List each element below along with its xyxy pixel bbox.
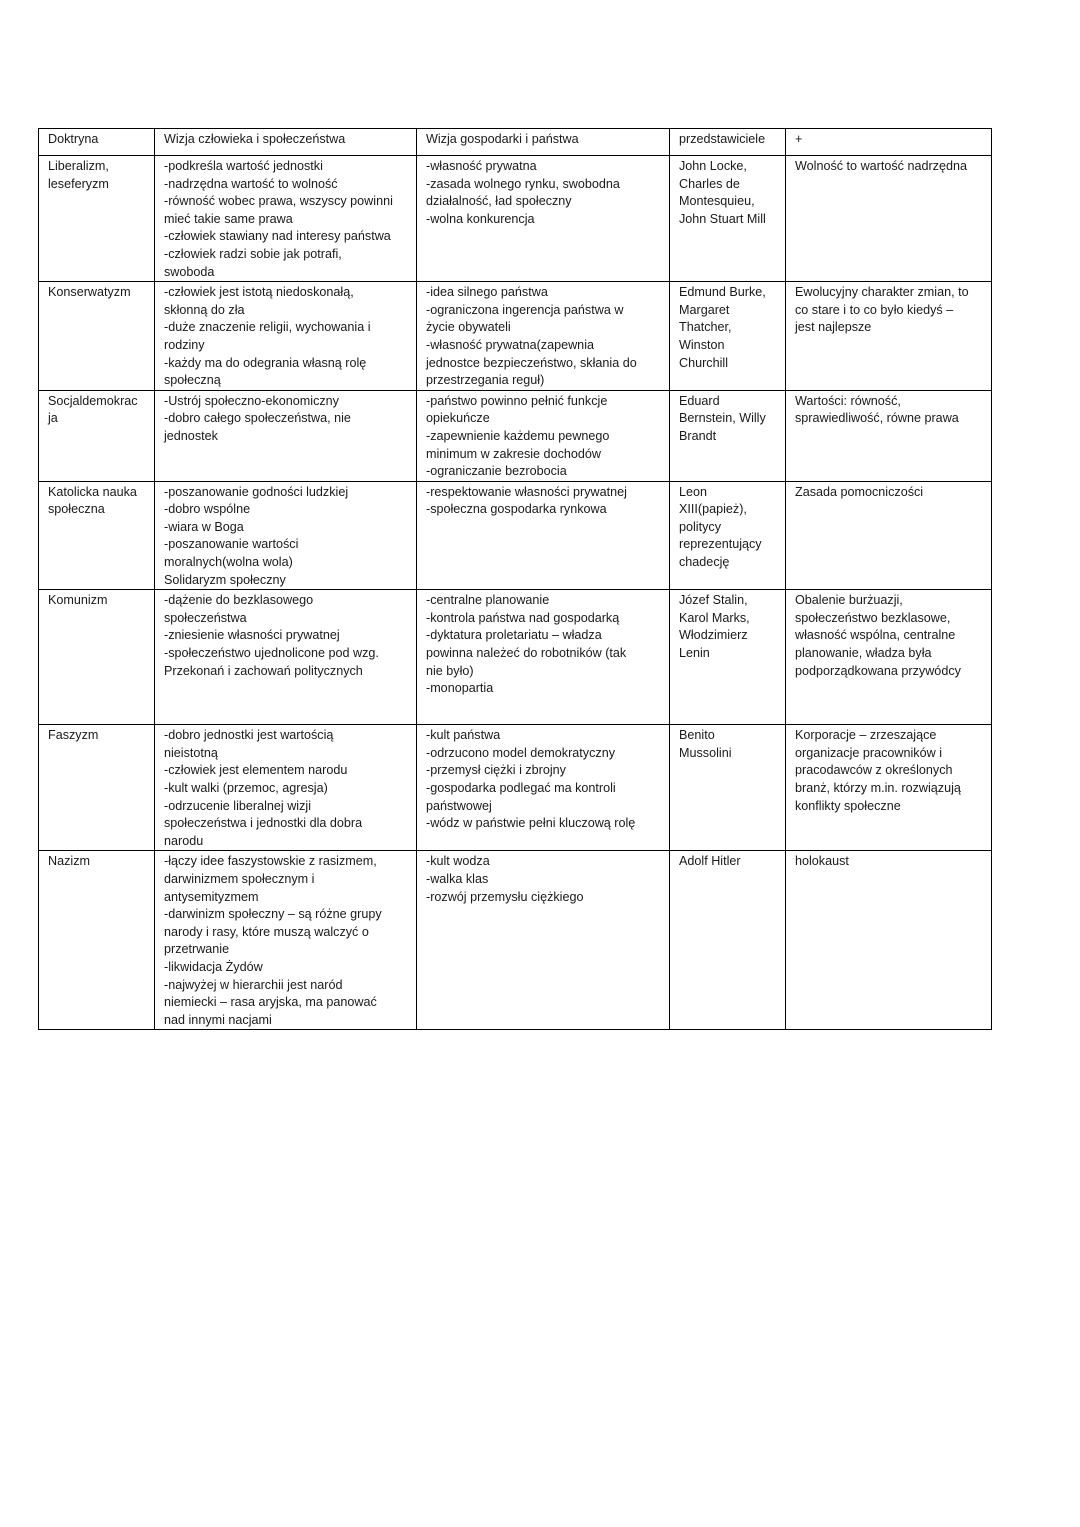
cell-economy-vision: -własność prywatna -zasada wolnego rynku, swobodna działalność, ład społeczny -wolna konkurencja — [417, 156, 670, 282]
header-cell-plus: + — [786, 129, 992, 156]
table-header-row — [39, 129, 992, 156]
table-row — [39, 481, 992, 590]
cell-doctrine: Komunizm — [39, 590, 155, 725]
header-cell-human-vision: Wizja człowieka i społeczeństwa — [155, 129, 417, 156]
cell-plus: Wolność to wartość nadrzędna — [786, 156, 992, 282]
cell-doctrine: Nazizm — [39, 851, 155, 1030]
cell-economy-vision: -idea silnego państwa -ograniczona ingerencja państwa w życie obywateli -własność prywatna(zapewnia jednostce bezpieczeństwo, skłania do przestrzegania reguł) — [417, 282, 670, 391]
table-row — [39, 282, 992, 391]
cell-economy-vision: -centralne planowanie -kontrola państwa nad gospodarką -dyktatura proletariatu – władza powinna należeć do robotników (tak nie było) -monopartia — [417, 590, 670, 725]
cell-plus: Wartości: równość, sprawiedliwość, równe prawa — [786, 390, 992, 481]
cell-human-vision: -łączy idee faszystowskie z rasizmem, darwinizmem społecznym i antysemityzmem -darwinizm społeczny – są różne grupy narody i rasy, które muszą walczyć o przetrwanie -likwidacja Żydów -najwyżej w hierarchii jest naród niemiecki – rasa aryjska, ma panować nad innymi nacjami — [155, 851, 417, 1030]
cell-representatives: Józef Stalin, Karol Marks, Włodzimierz Lenin — [670, 590, 786, 725]
table-row — [39, 590, 992, 725]
header-cell-doctrine: Doktryna — [39, 129, 155, 156]
cell-representatives: Edmund Burke, Margaret Thatcher, Winston Churchill — [670, 282, 786, 391]
cell-plus: Korporacje – zrzeszające organizacje pracowników i pracodawców z określonych branż, którzy m.in. rozwiązują konflikty społeczne — [786, 725, 992, 851]
cell-economy-vision: -respektowanie własności prywatnej -społeczna gospodarka rynkowa — [417, 481, 670, 590]
cell-representatives: John Locke, Charles de Montesquieu, John Stuart Mill — [670, 156, 786, 282]
cell-doctrine: Konserwatyzm — [39, 282, 155, 391]
cell-doctrine: Liberalizm, leseferyzm — [39, 156, 155, 282]
header-cell-economy-vision: Wizja gospodarki i państwa — [417, 129, 670, 156]
cell-human-vision: -człowiek jest istotą niedoskonałą, skłonną do zła -duże znaczenie religii, wychowania i rodziny -każdy ma do odegrania własną rolę społeczną — [155, 282, 417, 391]
cell-doctrine: Socjaldemokrac ja — [39, 390, 155, 481]
cell-doctrine: Faszyzm — [39, 725, 155, 851]
cell-representatives: Adolf Hitler — [670, 851, 786, 1030]
cell-human-vision: -poszanowanie godności ludzkiej -dobro wspólne -wiara w Boga -poszanowanie wartości moralnych(wolna wola) Solidaryzm społeczny — [155, 481, 417, 590]
doctrines-table — [38, 128, 992, 1030]
cell-plus: Zasada pomocniczości — [786, 481, 992, 590]
header-cell-representatives: przedstawiciele — [670, 129, 786, 156]
table-row — [39, 156, 992, 282]
cell-economy-vision: -kult państwa -odrzucono model demokratyczny -przemysł ciężki i zbrojny -gospodarka podlegać ma kontroli państwowej -wódz w państwie pełni kluczową rolę — [417, 725, 670, 851]
table-row — [39, 390, 992, 481]
cell-doctrine: Katolicka nauka społeczna — [39, 481, 155, 590]
cell-representatives: Eduard Bernstein, Willy Brandt — [670, 390, 786, 481]
cell-economy-vision: -państwo powinno pełnić funkcje opiekuńcze -zapewnienie każdemu pewnego minimum w zakresie dochodów -ograniczanie bezrobocia — [417, 390, 670, 481]
cell-human-vision: -podkreśla wartość jednostki -nadrzędna wartość to wolność -równość wobec prawa, wszyscy powinni mieć takie same prawa -człowiek stawiany nad interesy państwa -człowiek radzi sobie jak potrafi, swoboda — [155, 156, 417, 282]
table-row — [39, 725, 992, 851]
cell-human-vision: -Ustrój społeczno-ekonomiczny -dobro całego społeczeństwa, nie jednostek — [155, 390, 417, 481]
cell-plus: Ewolucyjny charakter zmian, to co stare i to co było kiedyś – jest najlepsze — [786, 282, 992, 391]
cell-human-vision: -dążenie do bezklasowego społeczeństwa -zniesienie własności prywatnej -społeczeństwo ujednolicone pod wzg. Przekonań i zachowań politycznych — [155, 590, 417, 725]
cell-economy-vision: -kult wodza -walka klas -rozwój przemysłu ciężkiego — [417, 851, 670, 1030]
cell-human-vision: -dobro jednostki jest wartością nieistotną -człowiek jest elementem narodu -kult walki (przemoc, agresja) -odrzucenie liberalnej wizji społeczeństwa i jednostki dla dobra narodu — [155, 725, 417, 851]
cell-representatives: Benito Mussolini — [670, 725, 786, 851]
table-row — [39, 851, 992, 1030]
cell-plus: holokaust — [786, 851, 992, 1030]
cell-plus: Obalenie burżuazji, społeczeństwo bezklasowe, własność wspólna, centralne planowanie, władza była podporządkowana przywódcy — [786, 590, 992, 725]
cell-representatives: Leon XIII(papież), politycy reprezentujący chadecję — [670, 481, 786, 590]
